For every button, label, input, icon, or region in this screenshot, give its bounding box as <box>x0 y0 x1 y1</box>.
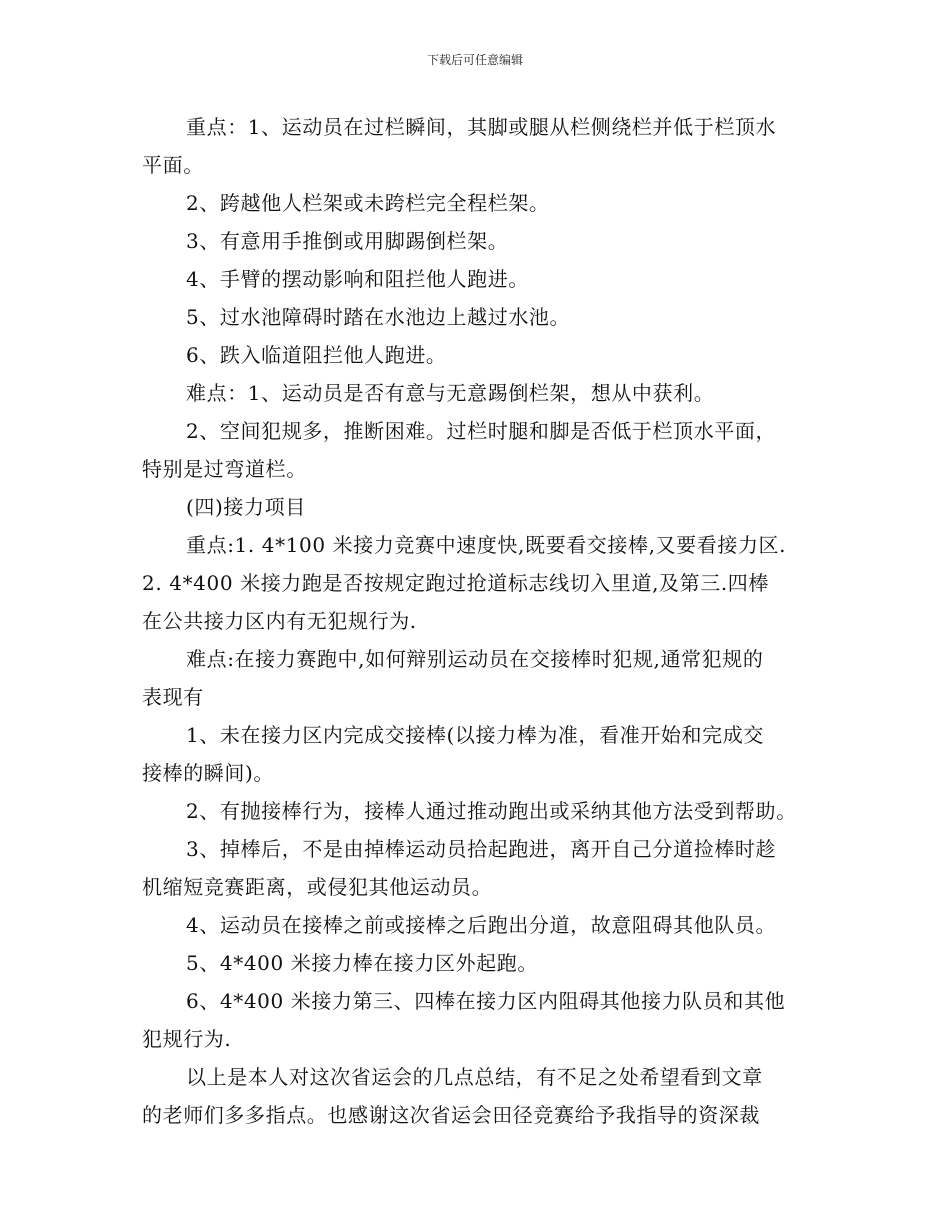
text-line: 重点:1. 4*100 米接力竞赛中速度快,既要看交接棒,又要看接力区. <box>186 533 787 557</box>
text-line: 表现有 <box>142 685 204 709</box>
text-line: 重点：1、运动员在过栏瞬间，其脚或腿从栏侧绕栏并低于栏顶水 <box>186 115 777 139</box>
text-line: 2、有抛接棒行为，接棒人通过推动跑出或采纳其他方法受到帮助。 <box>186 799 797 823</box>
text-line: 的老师们多多指点。也感谢这次省运会田径竞赛给予我指导的资深裁 <box>142 1103 760 1127</box>
text-line: 4、手臂的摆动影响和阻拦他人跑进。 <box>186 267 529 291</box>
document-body <box>142 108 822 1134</box>
text-line: 2. 4*400 米接力跑是否按规定跑过抢道标志线切入里道,及第三.四棒 <box>142 571 770 595</box>
text-line: 5、4*400 米接力棒在接力区外起跑。 <box>186 951 538 975</box>
text-line: 3、有意用手推倒或用脚踢倒栏架。 <box>186 229 509 253</box>
text-line: 4、运动员在接棒之前或接棒之后跑出分道，故意阻碍其他队员。 <box>186 913 777 937</box>
text-line: 2、跨越他人栏架或未跨栏完全程栏架。 <box>186 191 550 215</box>
page-header: 下载后可任意编辑 <box>426 53 523 67</box>
text-line: 2、空间犯规多，推断困难。过栏时腿和脚是否低于栏顶水平面， <box>186 419 777 443</box>
text-line: 特别是过弯道栏。 <box>142 457 307 481</box>
text-line: 难点:在接力赛跑中,如何辩别运动员在交接棒时犯规,通常犯规的 <box>186 647 764 671</box>
text-line: 平面。 <box>142 153 204 177</box>
text-line: 犯规行为. <box>142 1027 232 1051</box>
text-line: 接棒的瞬间)。 <box>142 761 275 785</box>
text-line: 难点：1、运动员是否有意与无意踢倒栏架，想从中获利。 <box>186 381 715 405</box>
text-line: 以上是本人对这次省运会的几点总结，有不足之处希望看到文章 <box>186 1065 763 1089</box>
text-line: 6、跌入临道阻拦他人跑进。 <box>186 343 447 367</box>
text-line: 机缩短竞赛距离，或侵犯其他运动员。 <box>142 875 493 899</box>
text-line: 1、未在接力区内完成交接棒(以接力棒为准，看准开始和完成交 <box>186 723 764 747</box>
text-line: 6、4*400 米接力第三、四棒在接力区内阻碍其他接力队员和其他 <box>186 989 786 1013</box>
text-line: 5、过水池障碍时踏在水池边上越过水池。 <box>186 305 571 329</box>
text-line: 3、掉棒后，不是由掉棒运动员拾起跑进，离开自己分道捡棒时趁 <box>186 837 777 861</box>
section-heading: (四)接力项目 <box>186 495 306 519</box>
text-line: 在公共接力区内有无犯规行为. <box>142 609 417 633</box>
